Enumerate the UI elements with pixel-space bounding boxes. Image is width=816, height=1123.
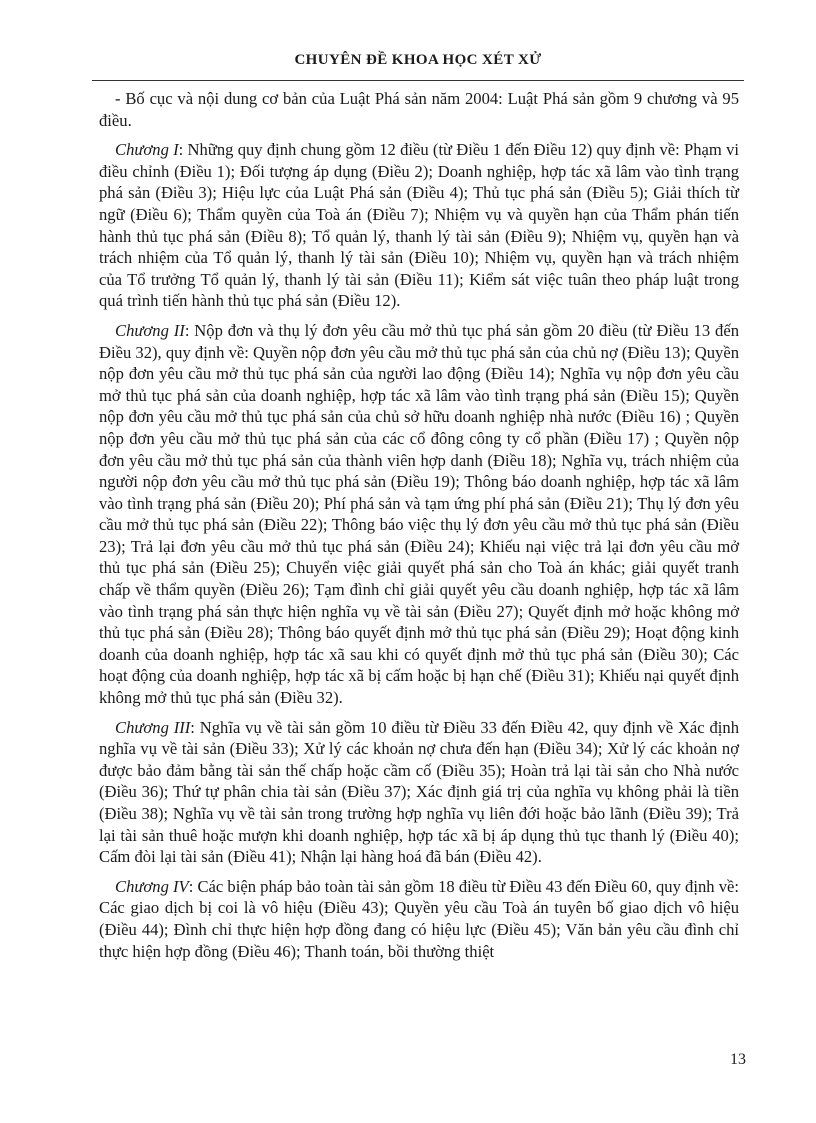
paragraph-text: : Nghĩa vụ về tài sản gồm 10 điều từ Điều 33 đến Điều 42, quy định về Xác định nghĩa vụ về tài sản (Điều 33); Xử lý các khoản nợ chưa đến hạn (Điều 34); Xử lý các khoản nợ được bảo đảm bằng tài sản thế chấp hoặc cầm cố (Điều 35); Hoàn trả lại tài sản cho Nhà nước (Điều 36); Thứ tự phân chia tài sản (Điều 37); Xác định giá trị của nghĩa vụ không phải là tiền (Điều 38); Nghĩa vụ về tài sản trong trường hợp nghĩa vụ liên đới hoặc bảo lãnh (Điều 39); Trả lại tài sản thuê hoặc mượn khi doanh nghiệp, hợp tác xã bị áp dụng thủ tục thanh lý (Điều 40); Cấm đòi lại tài sản (Điều 41); Nhận lại hàng hoá đã bán (Điều 42). <box>99 717 739 867</box>
paragraph-chapter-1 <box>99 139 739 312</box>
paragraph-chapter-2 <box>99 320 739 709</box>
chapter-label: Chương I <box>115 140 179 160</box>
page-number: 13 <box>730 1051 746 1068</box>
header-divider <box>92 80 744 81</box>
paragraph-text: - Bố cục và nội dung cơ bản của Luật Phá sản năm 2004: Luật Phá sản gồm 9 chương và 95 điều. <box>99 89 739 130</box>
chapter-label: Chương II <box>115 320 185 340</box>
running-header: CHUYÊN ĐỀ KHOA HỌC XÉT XỬ <box>294 52 542 68</box>
paragraph-text: : Nộp đơn và thụ lý đơn yêu cầu mở thủ tục phá sản gồm 20 điều (từ Điều 13 đến Điều 32), quy định về: Quyền nộp đơn yêu cầu mở thủ tục phá sản của chủ nợ (Điều 13); Quyền nộp đơn yêu cầu mở thủ tục phá sản của người lao động (Điều 14); Nghĩa vụ nộp đơn yêu cầu mở thủ tục phá sản của doanh nghiệp, hợp tác xã lâm vào tình trạng phá sản (Điều 15); Quyền nộp đơn yêu cầu mở thủ tục phá sản của chủ sở hữu doanh nghiệp nhà nước (Điều 16) ; Quyền nộp đơn yêu cầu mở thủ tục phá sản của các cổ đông công ty cổ phần (Điều 17) ; Quyền nộp đơn yêu cầu mở thủ tục phá sản của thành viên hợp danh (Điều 18); Nghĩa vụ, trách nhiệm của người nộp đơn yêu cầu mở thủ tục phá sản (Điều 19); Thông báo doanh nghiệp, hợp tác xã lâm vào tình trạng phá sản (Điều 20); Phí phá sản và tạm ứng phí phá sản (Điều 21); Thụ lý đơn yêu cầu mở thủ tục phá sản (Điều 22); Thông báo việc thụ lý đơn yêu cầu mở thủ tục phá sản (Điều 23); Trả lại đơn yêu cầu mở thủ tục phá sản (Điều 24); Khiếu nại việc trả lại đơn yêu cầu mở thủ tục phá sản (Điều 25); Chuyển việc giải quyết phá sản cho Toà án khác; giải quyết tranh chấp về thẩm quyền (Điều 26); Tạm đình chỉ giải quyết yêu cầu doanh nghiệp, hợp tác xã lâm vào tình trạng phá sản thực hiện nghĩa vụ về tài sản (Điều 27); Quyết định mở hoặc không mở thủ tục phá sản (Điều 28); Thông báo quyết định mở thủ tục phá sản (Điều 29); Hoạt động kinh doanh của doanh nghiệp, hợp tác xã sau khi có quyết định mở thủ tục phá sản (Điều 30); Các hoạt động của doanh nghiệp, hợp tác xã bị cấm hoặc bị hạn chế (Điều 31); Khiếu nại quyết định không mở thủ tục phá sản (Điều 32). <box>99 320 739 708</box>
chapter-label: Chương III <box>115 717 191 737</box>
paragraph-intro <box>99 88 739 131</box>
paragraph-chapter-4 <box>99 876 739 962</box>
chapter-label: Chương IV <box>115 876 189 896</box>
paragraph-text: : Các biện pháp bảo toàn tài sản gồm 18 điều từ Điều 43 đến Điều 60, quy định về: Các giao dịch bị coi là vô hiệu (Điều 43); Quyền yêu cầu Toà án tuyên bố giao dịch vô hiệu (Điều 44); Đình chỉ thực hiện hợp đồng đang có hiệu lực (Điều 45); Văn bản yêu cầu đình chỉ thực hiện hợp đồng (Điều 46); Thanh toán, bồi thường thiệt <box>99 876 739 961</box>
document-body <box>99 88 739 970</box>
paragraph-chapter-3 <box>99 717 739 868</box>
paragraph-text: : Những quy định chung gồm 12 điều (từ Điều 1 đến Điều 12) quy định về: Phạm vi điều chỉnh (Điều 1); Đối tượng áp dụng (Điều 2); Doanh nghiệp, hợp tác xã lâm vào tình trạng phá sản (Điều 3); Hiệu lực của Luật Phá sản (Điều 4); Thủ tục phá sản (Điều 5); Giải thích từ ngữ (Điều 6); Thẩm quyền của Toà án (Điều 7); Nhiệm vụ và quyền hạn của Thẩm phán tiến hành thủ tục phá sản (Điều 8); Tổ quản lý, thanh lý tài sản (Điều 9); Nhiệm vụ, quyền hạn và trách nhiệm của Tổ quản lý, thanh lý tài sản (Điều 10); Nhiệm vụ, quyền hạn và trách nhiệm của Tổ trưởng Tổ quản lý, thanh lý tài sản (Điều 11); Kiểm sát việc tuân theo pháp luật trong quá trình tiến hành thủ tục phá sản (Điều 12). <box>99 140 739 311</box>
